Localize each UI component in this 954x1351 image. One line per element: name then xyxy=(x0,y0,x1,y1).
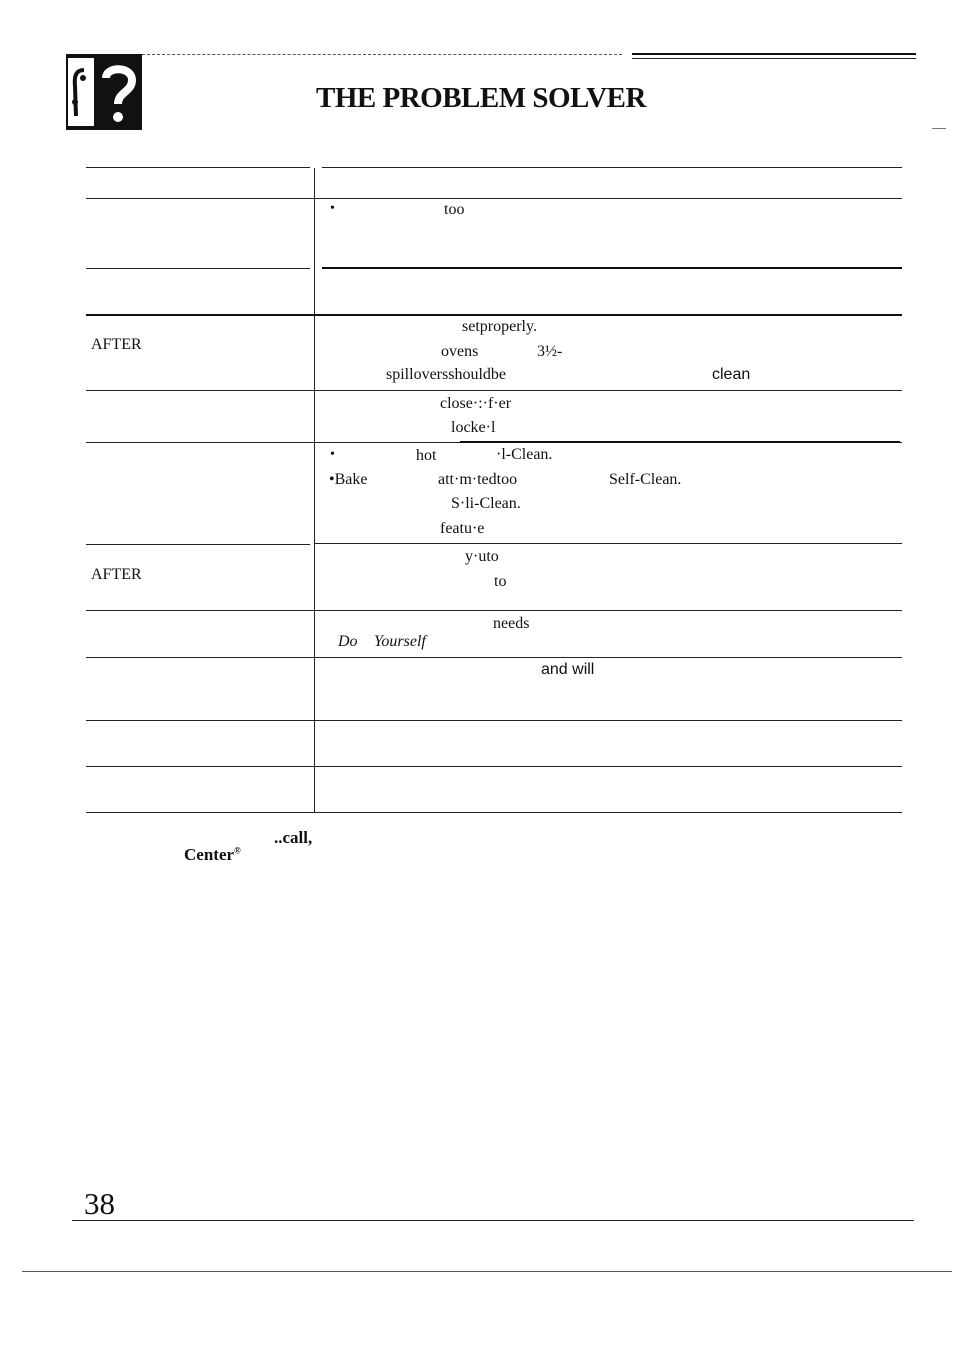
cell-text-fragment: clean xyxy=(712,366,751,383)
bullet-mark: • xyxy=(330,201,335,216)
scan-edge-rule xyxy=(22,1271,952,1272)
cell-text-fragment: att·m·tedtoo xyxy=(438,471,518,488)
top-rule-right xyxy=(632,53,916,55)
page-number-rule xyxy=(72,1220,914,1221)
cell-text-fragment: needs xyxy=(493,615,530,632)
footer-center-text: Center xyxy=(184,845,235,864)
row-rule-8 xyxy=(86,720,902,721)
row-rule-9 xyxy=(86,766,902,767)
header-rule xyxy=(86,198,902,199)
cell-text-fragment: locke·l xyxy=(451,419,496,436)
cell-text-fragment: 3½- xyxy=(537,343,563,360)
cell-text-fragment: Do xyxy=(338,633,358,650)
cell-text-fragment: Self-Clean. xyxy=(609,471,682,488)
cell-text-fragment: to xyxy=(494,573,507,590)
row-rule-2 xyxy=(86,314,902,316)
row-rule-5 xyxy=(314,543,902,544)
corner-mark xyxy=(932,128,946,129)
problem-solver-logo-icon xyxy=(66,54,142,130)
cell-text-fragment: too xyxy=(444,201,465,218)
bullet-mark: • xyxy=(330,447,335,462)
table-top-rule-left xyxy=(86,167,310,168)
row-label-after: AFTER xyxy=(91,566,142,583)
page-number: 38 xyxy=(84,1186,115,1221)
row-rule-1b xyxy=(322,267,902,269)
row-rule-5-left xyxy=(86,544,310,545)
cell-text-fragment: ovens xyxy=(441,343,479,360)
row-label-after: AFTER xyxy=(91,336,142,353)
column-divider xyxy=(314,168,315,812)
cell-text-fragment: S·li-Clean. xyxy=(451,495,521,512)
cell-text-fragment: and will xyxy=(541,661,595,678)
footer-call: ..call, xyxy=(274,828,313,847)
row-rule-7 xyxy=(86,657,902,658)
cell-text-fragment: Yourself xyxy=(374,633,426,650)
footer-center xyxy=(184,846,241,863)
cell-text-fragment: close·:·f·er xyxy=(440,395,512,412)
cell-text-fragment: ·l-Clean. xyxy=(496,446,553,463)
registered-mark: ® xyxy=(234,845,241,856)
row-rule-6 xyxy=(86,610,902,611)
top-rule-right-2 xyxy=(632,58,916,59)
cell-text-fragment: hot xyxy=(416,447,437,464)
cell-text-fragment: •Bake xyxy=(329,471,368,488)
top-rule-left xyxy=(142,54,622,55)
cell-text-fragment: spilloversshouldbe xyxy=(386,366,506,383)
table-bottom-rule xyxy=(86,812,902,813)
cell-text-fragment: setproperly. xyxy=(462,318,537,335)
cell-text-fragment: featu·e xyxy=(440,520,485,537)
row-rule-1 xyxy=(86,268,310,269)
row-rule-4b xyxy=(460,441,900,443)
page-title: THE PROBLEM SOLVER xyxy=(316,82,646,114)
cell-text-fragment: y·uto xyxy=(465,548,499,565)
table-top-rule-right xyxy=(322,167,902,168)
row-rule-3 xyxy=(86,390,902,391)
